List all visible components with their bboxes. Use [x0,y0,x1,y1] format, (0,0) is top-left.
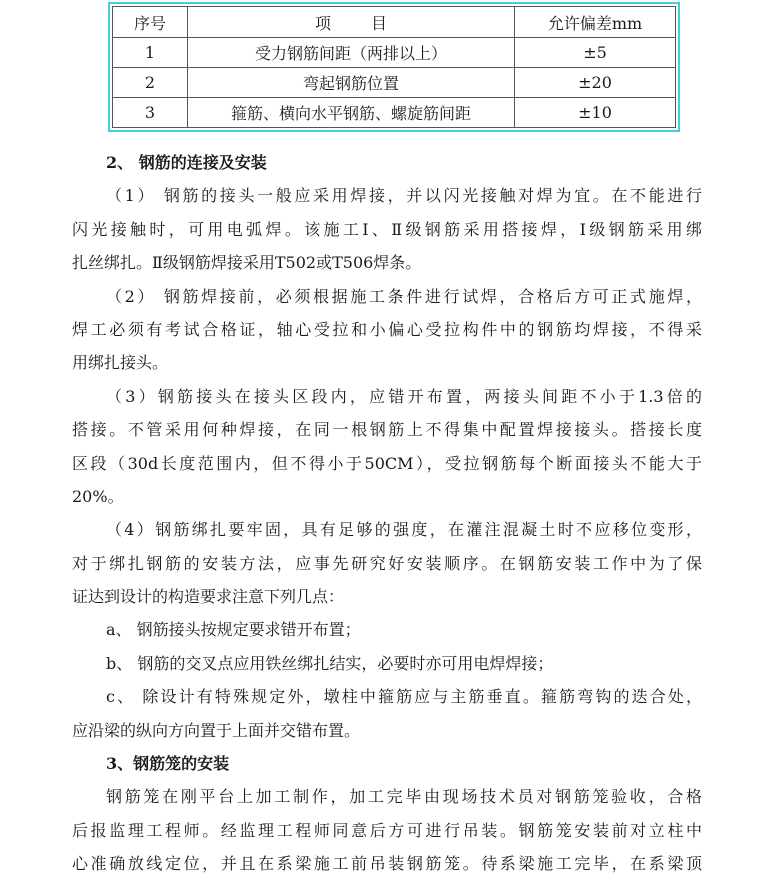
section-heading: 3、钢筋笼的安装 [106,754,230,774]
paragraph-line: （4）钢筋绑扎要牢固，具有足够的强度，在灌注混凝土时不应移位变形， [106,520,702,540]
table-cell: ±5 [515,38,676,68]
paragraph-line: （2） 钢筋焊接前，必须根据施工条件进行试焊，合格后方可正式施焊， [106,286,702,306]
paragraph-line: 心准确放线定位，并且在系梁施工前吊装钢筋笼。待系梁施工完毕，在系梁顶 [72,854,702,874]
header-cell-label: 项目 [314,13,427,33]
paragraph-line: （1） 钢筋的接头一般应采用焊接，并以闪光接触对焊为宜。在不能进行 [106,186,702,206]
table-row [113,38,676,68]
paragraph-line: 用绑扎接头。 [72,353,169,373]
table-cell: 受力钢筋间距（两排以上） [188,38,515,68]
paragraph-line: 焊工必须有考试合格证，轴心受拉和小偏心受拉构件中的钢筋均焊接，不得采 [72,319,702,339]
paragraph-line: 后报监理工程师。经监理工程师同意后方可进行吊装。钢筋笼安装前对立柱中 [72,820,702,840]
paragraph-line: 钢筋笼在刚平台上加工制作，加工完毕由现场技术员对钢筋笼验收，合格 [106,787,702,807]
table-cell: ±20 [515,68,676,98]
list-item: a、 钢筋接头按规定要求错开布置； [106,620,361,640]
table-header-row [113,7,676,38]
header-cell: 允许偏差mm [515,7,676,38]
paragraph-line: 应沿梁的纵向方向置于上面并交错布置。 [72,720,361,740]
table-cell: ±10 [515,98,676,128]
header-cell: 序号 [113,7,188,38]
tolerance-table [112,6,676,128]
table-cell: 2 [113,68,188,98]
table-cell: 1 [113,38,188,68]
paragraph-line: （3）钢筋接头在接头区段内，应错开布置，两接头间距不小于1.3倍的 [106,386,702,406]
paragraph-line: 证达到设计的构造要求注意下列几点： [72,587,345,607]
paragraph-line: 20%。 [72,486,124,506]
tolerance-table-frame [108,2,680,132]
paragraph-line: 闪光接触时，可用电弧焊。该施工Ⅰ、Ⅱ级钢筋采用搭接焊，Ⅰ级钢筋采用绑 [72,219,702,239]
table-cell: 弯起钢筋位置 [188,68,515,98]
paragraph-line: 搭接。不管采用何种焊接，在同一根钢筋上不得集中配置焊接接头。搭接长度 [72,420,702,440]
table-cell: 箍筋、横向水平钢筋、螺旋筋间距 [188,98,515,128]
table-cell: 3 [113,98,188,128]
paragraph-line: 对于绑扎钢筋的安装方法，应事先研究好安装顺序。在钢筋安装工作中为了保 [72,553,702,573]
table-row [113,98,676,128]
header-cell [188,7,515,38]
list-item: c、 除设计有特殊规定外，墩柱中箍筋应与主筋垂直。箍筋弯钩的迭合处， [106,687,702,707]
paragraph-line: 扎丝绑扎。Ⅱ级钢筋焊接采用T502或T506焊条。 [72,253,422,273]
body-text [72,146,702,881]
list-item: b、 钢筋的交叉点应用铁丝绑扎结实，必要时亦可用电焊焊接； [106,653,554,673]
paragraph-line: 区段（30d长度范围内，但不得小于50CM），受拉钢筋每个断面接头不能大于 [72,453,702,473]
section-heading: 2、 钢筋的连接及安装 [106,153,267,172]
table-row [113,68,676,98]
